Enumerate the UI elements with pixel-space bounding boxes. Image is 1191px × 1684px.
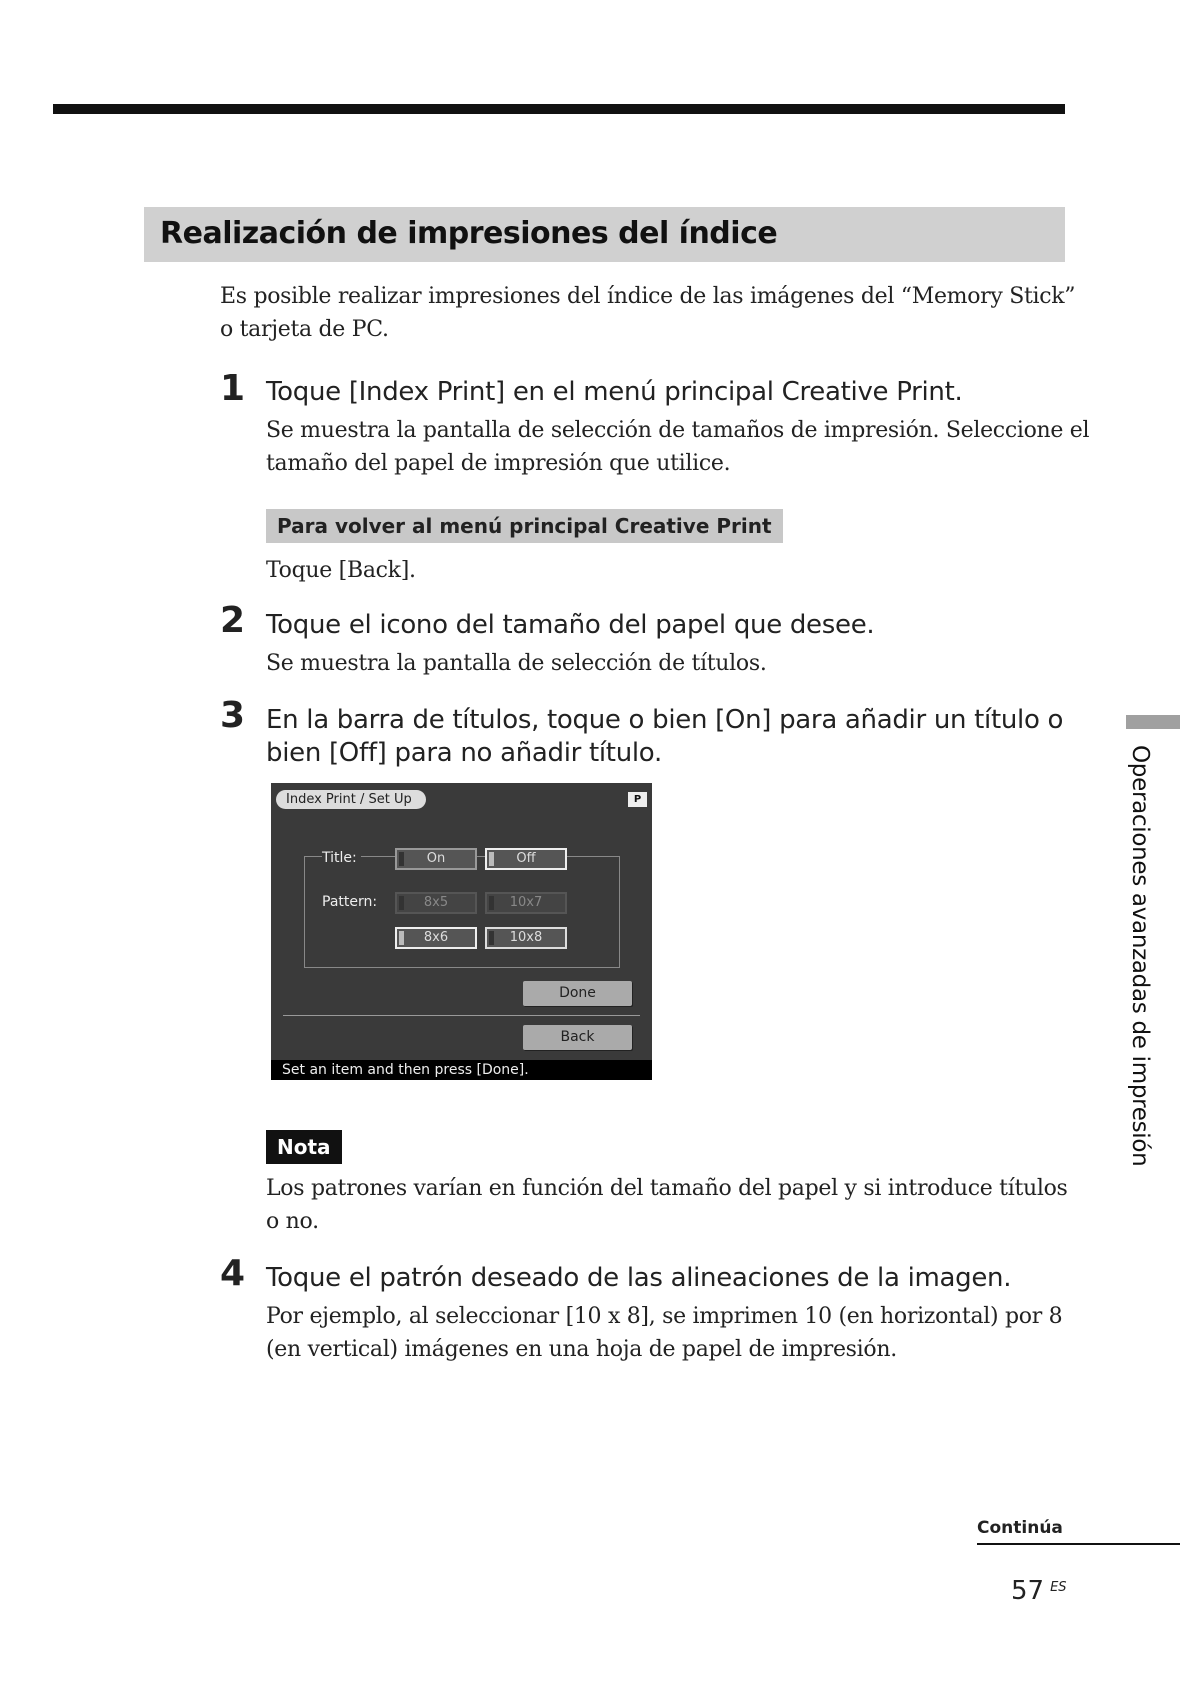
chapter-tab-marker bbox=[1126, 715, 1180, 729]
title-line: bien [Off] para no añadir título. bbox=[266, 738, 662, 768]
title-off-button[interactable]: Off bbox=[485, 848, 567, 870]
subsection-body: Toque [Back]. bbox=[266, 558, 416, 583]
step-number: 3 bbox=[220, 695, 246, 736]
step-body: Se muestra la pantalla de selección de títulos. bbox=[266, 651, 767, 676]
title-line: En la barra de títulos, toque o bien [On] para añadir un título o bbox=[266, 705, 1064, 735]
intro-line: Es posible realizar impresiones del índice de las imágenes del “Memory Stick” bbox=[220, 284, 1076, 309]
section-title: Realización de impresiones del índice bbox=[160, 216, 778, 251]
subsection-heading: Para volver al menú principal Creative Print bbox=[266, 509, 783, 543]
title-on-button[interactable]: On bbox=[395, 848, 477, 870]
step-title: Toque [Index Print] en el menú principal Creative Print. bbox=[266, 377, 963, 407]
step-title: Toque el icono del tamaño del papel que desee. bbox=[266, 610, 875, 640]
intro-paragraph bbox=[220, 280, 1075, 346]
intro-line: o tarjeta de PC. bbox=[220, 317, 389, 342]
pattern-10x8-button[interactable]: 10x8 bbox=[485, 927, 567, 949]
note-line: o no. bbox=[266, 1209, 319, 1234]
p-badge: P bbox=[628, 792, 647, 807]
note-line: Los patrones varían en función del tamaño del papel y si introduce títulos bbox=[266, 1176, 1068, 1201]
pattern-8x5-button[interactable]: 8x5 bbox=[395, 892, 477, 914]
step-body bbox=[266, 1300, 1062, 1366]
step-title bbox=[266, 704, 1063, 770]
pattern-8x6-button[interactable]: 8x6 bbox=[395, 927, 477, 949]
done-button[interactable]: Done bbox=[523, 981, 632, 1006]
title-label: Title: bbox=[322, 850, 361, 866]
body-line: Por ejemplo, al seleccionar [10 x 8], se imprimen 10 (en horizontal) por 8 bbox=[266, 1304, 1063, 1329]
status-bar: Set an item and then press [Done]. bbox=[271, 1060, 652, 1080]
note-body bbox=[266, 1172, 1068, 1238]
continues-label: Continúa bbox=[977, 1518, 1063, 1538]
index-print-setup-screen bbox=[271, 783, 652, 1080]
body-line: Se muestra la pantalla de selección de tamaños de impresión. Seleccione el bbox=[266, 418, 1090, 443]
step-body bbox=[266, 414, 1089, 480]
section-heading bbox=[144, 207, 1065, 262]
step-number: 2 bbox=[220, 600, 246, 641]
step-number: 4 bbox=[220, 1253, 246, 1294]
body-line: tamaño del papel de impresión que utilice. bbox=[266, 451, 731, 476]
pattern-label: Pattern: bbox=[322, 894, 378, 910]
step-number: 1 bbox=[220, 368, 246, 409]
chapter-title: Operaciones avanzadas de impresión bbox=[1127, 745, 1153, 1167]
note-label: Nota bbox=[266, 1130, 342, 1164]
back-button[interactable]: Back bbox=[523, 1025, 632, 1050]
continues-rule bbox=[977, 1543, 1180, 1545]
page-number bbox=[1011, 1576, 1067, 1606]
top-rule bbox=[53, 104, 1065, 114]
divider bbox=[283, 1015, 640, 1016]
pattern-10x7-button[interactable]: 10x7 bbox=[485, 892, 567, 914]
screen-tab: Index Print / Set Up bbox=[276, 790, 426, 809]
language-code: ES bbox=[1050, 1580, 1067, 1595]
body-line: (en vertical) imágenes en una hoja de papel de impresión. bbox=[266, 1337, 897, 1362]
page-number-value: 57 bbox=[1011, 1576, 1045, 1606]
step-title: Toque el patrón deseado de las alineaciones de la imagen. bbox=[266, 1263, 1012, 1293]
